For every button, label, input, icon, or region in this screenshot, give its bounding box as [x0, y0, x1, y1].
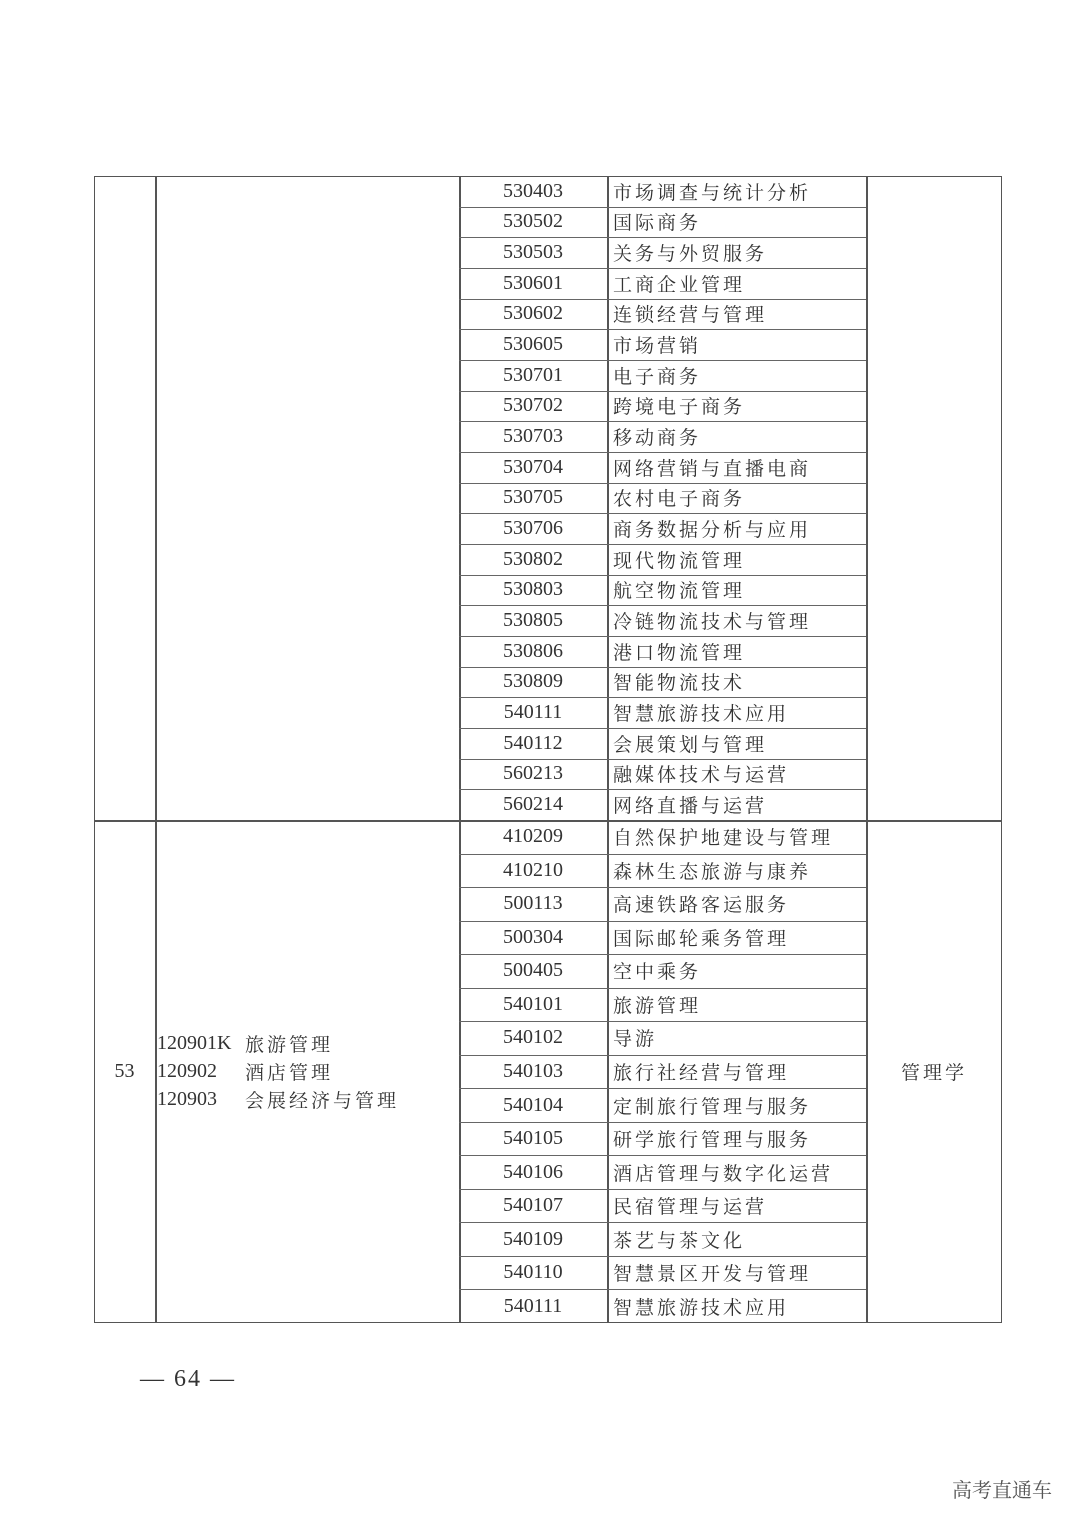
discipline-category: 管理学 — [900, 1062, 967, 1084]
vocational-major-code: 530503 — [503, 241, 563, 264]
vocational-major-code: 540111 — [503, 1294, 563, 1317]
vocational-major-name: 酒店管理与数字化运营 — [613, 1162, 834, 1185]
vocational-major-code: 530701 — [503, 363, 563, 386]
table-row — [459, 575, 866, 606]
vocational-major-code: 540110 — [503, 1261, 563, 1284]
table-row — [459, 513, 866, 544]
table-row — [459, 988, 866, 1022]
vocational-major-name: 电子商务 — [613, 365, 702, 388]
vocational-major-name: 茶艺与茶文化 — [613, 1229, 746, 1252]
vocational-major-name: 工商企业管理 — [613, 273, 746, 296]
vocational-major-code: 530705 — [503, 486, 563, 509]
table-row — [459, 1189, 866, 1223]
vocational-major-code: 540107 — [503, 1194, 563, 1217]
table-row — [459, 1122, 866, 1156]
undergrad-major — [157, 1058, 333, 1086]
vocational-major-code: 540104 — [503, 1093, 563, 1116]
vocational-major-name: 智慧旅游技术应用 — [613, 1296, 790, 1319]
table-row — [459, 820, 866, 854]
vocational-major-code: 560213 — [503, 762, 563, 785]
table-row — [459, 728, 866, 759]
vocational-major-code: 540103 — [503, 1059, 563, 1082]
vocational-major-code: 540102 — [503, 1026, 563, 1049]
vocational-major-name: 自然保护地建设与管理 — [613, 827, 834, 850]
vocational-major-name: 森林生态旅游与康养 — [613, 860, 812, 883]
vocational-major-code: 530502 — [503, 210, 563, 233]
vocational-major-name: 关务与外贸服务 — [613, 243, 768, 266]
undergrad-majors — [157, 820, 457, 1323]
vocational-major-name: 导游 — [613, 1028, 658, 1051]
table-row — [459, 667, 866, 698]
table-row — [459, 1155, 866, 1189]
vocational-major-code: 530702 — [503, 394, 563, 417]
vocational-major-code: 530803 — [503, 578, 563, 601]
table-row — [459, 329, 866, 360]
undergrad-major-code: 120902 — [157, 1060, 217, 1082]
table-row — [459, 921, 866, 955]
vocational-major-name: 跨境电子商务 — [613, 396, 746, 419]
table-row — [459, 1256, 866, 1290]
undergrad-majors — [157, 176, 457, 820]
vocational-major-code: 530602 — [503, 302, 563, 325]
table-row — [459, 759, 866, 790]
vocational-major-code: 530605 — [503, 333, 563, 356]
table-row — [459, 237, 866, 268]
table-row — [459, 1021, 866, 1055]
vocational-major-code: 410209 — [503, 825, 563, 848]
table-row — [459, 544, 866, 575]
vocational-major-name: 融媒体技术与运营 — [613, 764, 790, 787]
vocational-major-name: 空中乘务 — [613, 961, 702, 984]
vocational-major-name: 智慧景区开发与管理 — [613, 1263, 812, 1286]
table-row — [459, 887, 866, 921]
vocational-major-code: 530706 — [503, 517, 563, 540]
table-row — [459, 207, 866, 238]
vocational-major-code: 530805 — [503, 609, 563, 632]
vocational-major-name: 市场营销 — [613, 335, 702, 358]
vocational-major-code: 540105 — [503, 1127, 563, 1150]
table-row — [459, 789, 866, 820]
table-row — [459, 176, 866, 207]
vocational-major-code: 530403 — [503, 179, 563, 202]
undergrad-major-name: 旅游管理 — [245, 1034, 334, 1056]
vocational-major-code: 540109 — [503, 1227, 563, 1250]
table-row — [459, 636, 866, 667]
undergrad-major-name: 会展经济与管理 — [245, 1090, 400, 1112]
vocational-major-code: 500113 — [503, 892, 563, 915]
sequence-number — [94, 176, 155, 820]
vocational-major-name: 研学旅行管理与服务 — [613, 1129, 812, 1152]
vocational-major-name: 高速铁路客运服务 — [613, 894, 790, 917]
table-row — [459, 1222, 866, 1256]
undergrad-major-name: 酒店管理 — [245, 1062, 334, 1084]
vocational-major-code: 530806 — [503, 639, 563, 662]
vocational-major-name: 旅行社经营与管理 — [613, 1061, 790, 1084]
vocational-major-code: 530809 — [503, 670, 563, 693]
vocational-major-code: 540111 — [503, 701, 563, 724]
vocational-major-name: 网络营销与直播电商 — [613, 457, 812, 480]
vocational-major-name: 现代物流管理 — [613, 549, 746, 572]
table-row — [459, 697, 866, 728]
vocational-major-name: 旅游管理 — [613, 994, 702, 1017]
table-row — [459, 1088, 866, 1122]
vocational-major-name: 智慧旅游技术应用 — [613, 703, 790, 726]
vocational-major-name: 连锁经营与管理 — [613, 304, 768, 327]
table-row — [459, 854, 866, 888]
table-row — [459, 452, 866, 483]
vocational-major-code: 540101 — [503, 992, 563, 1015]
vocational-major-code: 530601 — [503, 271, 563, 294]
vocational-major-name: 商务数据分析与应用 — [613, 519, 812, 542]
vocational-major-code: 540106 — [503, 1160, 563, 1183]
vocational-major-name: 定制旅行管理与服务 — [613, 1095, 812, 1118]
sequence-number: 53 — [114, 1060, 135, 1082]
page-number: — 64 — — [140, 1366, 236, 1392]
vocational-major-code: 530704 — [503, 455, 563, 478]
vocational-major-code: 500304 — [503, 925, 563, 948]
table-row — [459, 360, 866, 391]
table-row — [459, 605, 866, 636]
discipline-category — [866, 176, 1002, 820]
vocational-major-name: 冷链物流技术与管理 — [613, 611, 812, 634]
table-row — [459, 954, 866, 988]
vocational-major-name: 国际邮轮乘务管理 — [613, 927, 790, 950]
table-row — [459, 421, 866, 452]
table-row — [459, 1289, 866, 1323]
undergrad-major-code: 120901K — [157, 1032, 232, 1054]
vocational-major-name: 航空物流管理 — [613, 580, 746, 603]
vocational-major-name: 智能物流技术 — [613, 672, 746, 695]
table-row — [459, 268, 866, 299]
table-row — [459, 391, 866, 422]
vocational-major-code: 540112 — [503, 731, 563, 754]
vocational-major-name: 移动商务 — [613, 427, 702, 450]
undergrad-major — [157, 1030, 333, 1058]
vocational-major-code: 410210 — [503, 858, 563, 881]
vocational-major-name: 市场调查与统计分析 — [613, 181, 812, 204]
vocational-major-code: 560214 — [503, 793, 563, 816]
table-row — [459, 299, 866, 330]
vocational-major-name: 国际商务 — [613, 212, 702, 235]
vocational-major-name: 港口物流管理 — [613, 641, 746, 664]
table-row — [459, 483, 866, 514]
undergrad-major-code: 120903 — [157, 1088, 217, 1110]
vocational-major-code: 530802 — [503, 547, 563, 570]
vocational-major-code: 530703 — [503, 425, 563, 448]
vocational-major-name: 农村电子商务 — [613, 488, 746, 511]
vocational-major-name: 网络直播与运营 — [613, 795, 768, 818]
vocational-major-name: 民宿管理与运营 — [613, 1196, 768, 1219]
vocational-major-code: 500405 — [503, 959, 563, 982]
undergrad-major — [157, 1086, 399, 1114]
vocational-major-name: 会展策划与管理 — [613, 733, 768, 756]
watermark: 高考直通车 — [952, 1478, 1052, 1502]
table-row — [459, 1055, 866, 1089]
